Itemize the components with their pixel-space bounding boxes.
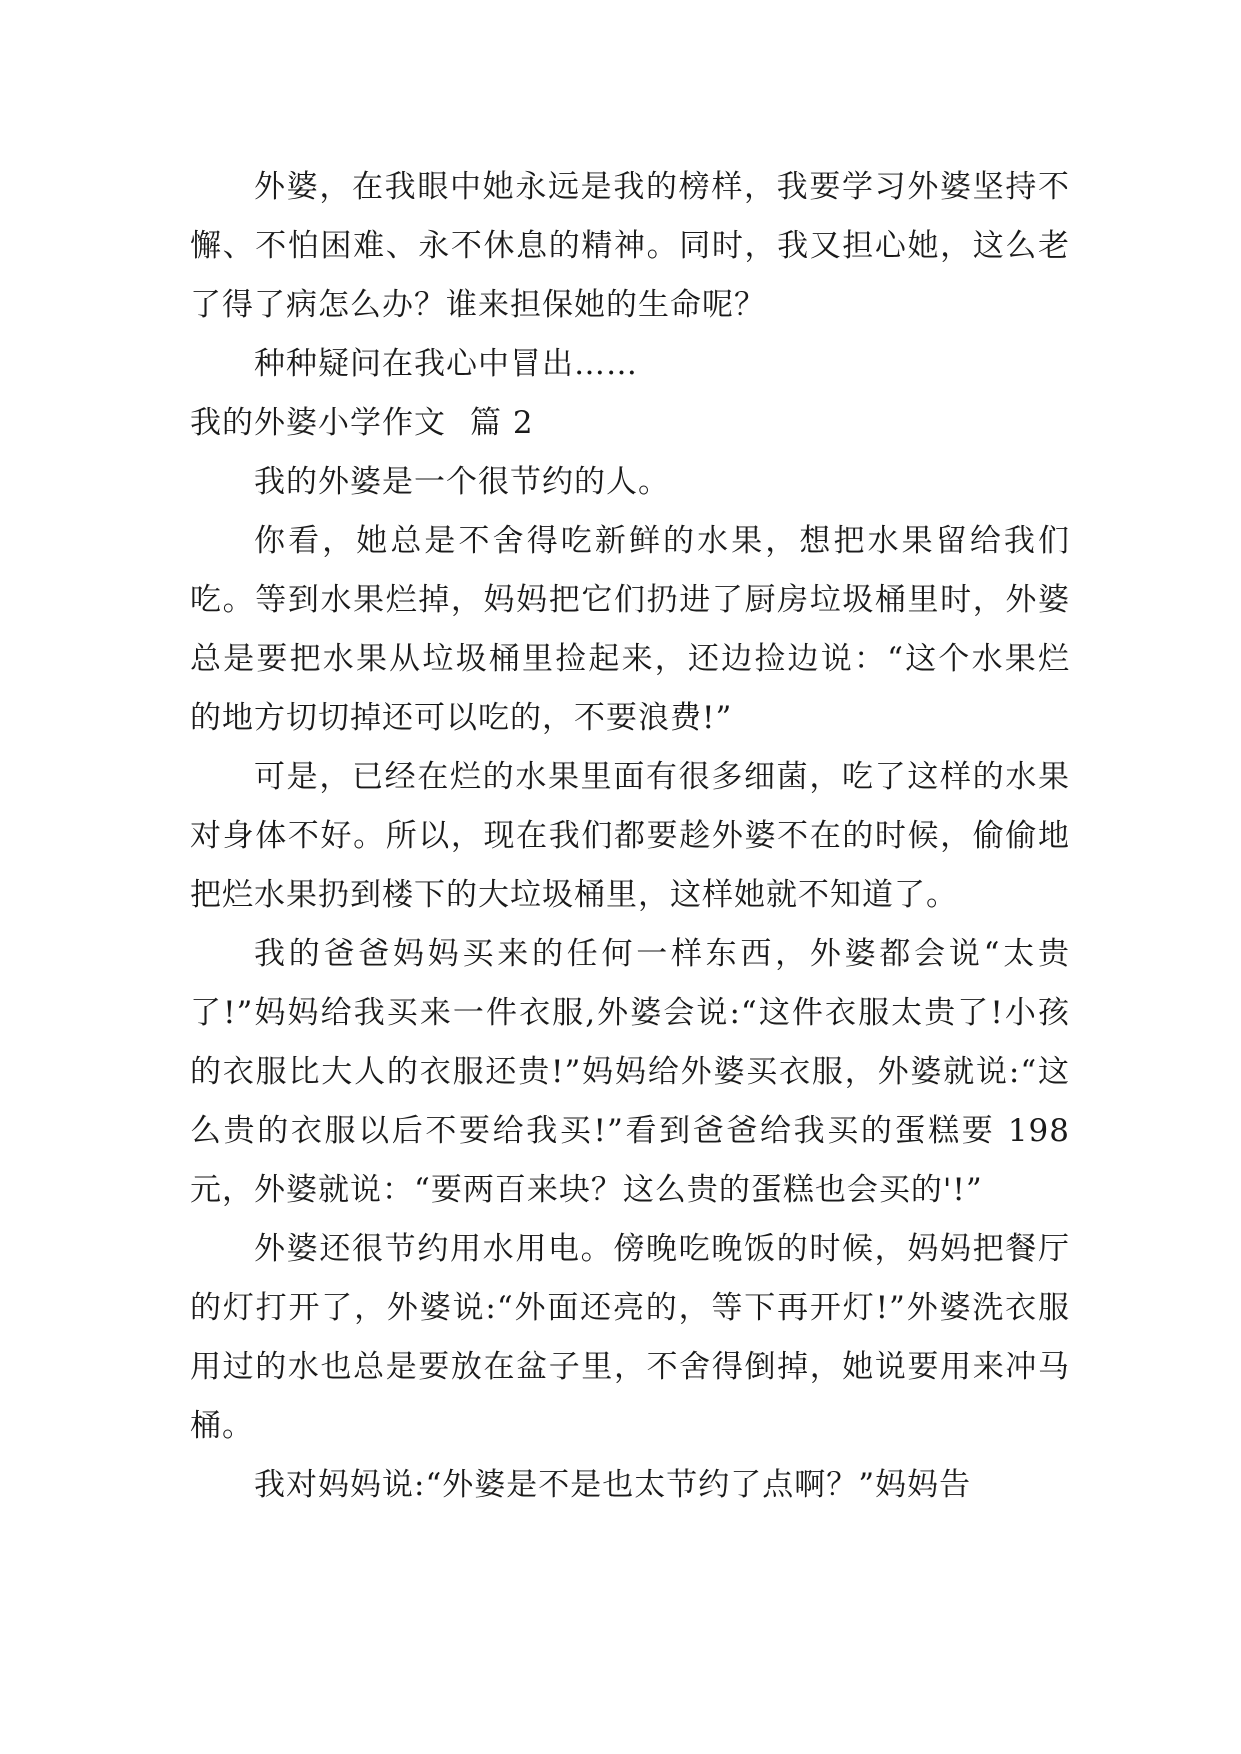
paragraph: 可是，已经在烂的水果里面有很多细菌，吃了这样的水果对身体不好。所以，现在我们都要趁外婆不在的时候，偷偷地把烂水果扔到楼下的大垃圾桶里，这样她就不知道了。 (190, 759, 1070, 913)
paragraph: 种种疑问在我心中冒出…… (254, 346, 638, 382)
paragraph: 你看，她总是不舍得吃新鲜的水果，想把水果留给我们吃。等到水果烂掉，妈妈把它们扔进了厨房垃圾桶里时，外婆总是要把水果从垃圾桶里捡起来，还边捡边说：“这个水果烂的地方切切掉还可以吃的，不要浪费!” (190, 523, 1070, 736)
heading-part-number: 篇 2 (470, 405, 534, 441)
section-heading (190, 394, 1070, 453)
paragraph: 我的外婆是一个很节约的人。 (254, 464, 670, 500)
paragraph: 外婆，在我眼中她永远是我的榜样，我要学习外婆坚持不懈、不怕困难、永不休息的精神。同时，我又担心她，这么老了得了病怎么办？谁来担保她的生命呢？ (190, 169, 1070, 323)
paragraph: 我对妈妈说:“外婆是不是也太节约了点啊？”妈妈告 (254, 1467, 972, 1503)
paragraph: 外婆还很节约用水用电。傍晚吃晚饭的时候，妈妈把餐厅的灯打开了，外婆说:“外面还亮的，等下再开灯!”外婆洗衣服用过的水也总是要放在盆子里，不舍得倒掉，她说要用来冲马桶。 (190, 1231, 1070, 1444)
paragraph: 我的爸爸妈妈买来的任何一样东西，外婆都会说“太贵了!”妈妈给我买来一件衣服,外婆会说:“这件衣服太贵了!小孩的衣服比大人的衣服还贵!”妈妈给外婆买衣服，外婆就说:“这么贵的衣服以后不要给我买!”看到爸爸给我买的蛋糕要 198 元，外婆就说：“要两百来块？这么贵的蛋糕也会买的'!” (190, 936, 1070, 1208)
text-column (190, 158, 1070, 1515)
heading-title: 我的外婆小学作文 (190, 405, 446, 441)
